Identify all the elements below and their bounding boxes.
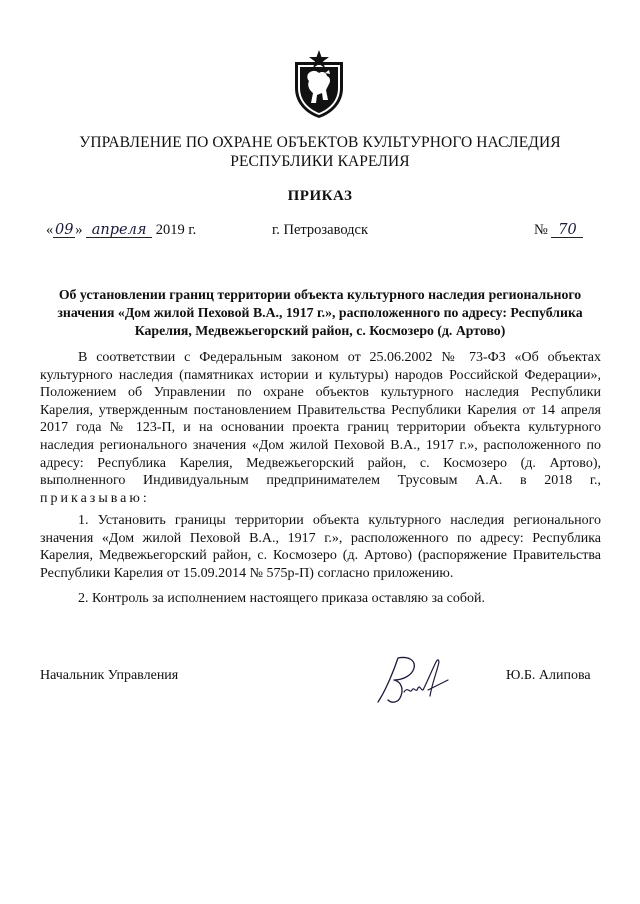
heading-line: значения «Дом жилой Пеховой В.А., 1917 г.», расположенного по адресу: Республика	[57, 305, 583, 320]
order-item-1	[40, 512, 601, 582]
text-line: Карелия, Медвежьегорский район, с. Космозеро (д. Артово) (распоряжение Правительства	[40, 548, 601, 564]
text-line: выполненного Индивидуальным предпринимателем Трусовым А.А. в 2018 г.,	[40, 473, 601, 489]
date-close-quote: »	[75, 222, 83, 238]
text-line: 1. Установить границы территории объекта культурного наследия регионального	[78, 513, 601, 528]
text-line: значения «Дом жилой Пеховой В.А., 1917 г.», расположенного по адресу: Республика	[40, 530, 601, 546]
org-name-line-2: РЕСПУБЛИКИ КАРЕЛИЯ	[230, 153, 410, 170]
text-line: 2017 года № 123-П, и на основании проекта границ территории объекта культурного	[40, 420, 601, 436]
signatory-name: Ю.Б. Алипова	[506, 668, 591, 683]
date-year: 2019 г.	[155, 222, 197, 238]
text-line: В соответствии с Федеральным законом от 25.06.2002 № 73-ФЗ «Об объектах	[78, 350, 601, 365]
signatory-role: Начальник Управления	[40, 668, 179, 683]
date-day: 09	[55, 222, 74, 238]
org-name-line-1: УПРАВЛЕНИЕ ПО ОХРАНЕ ОБЪЕКТОВ КУЛЬТУРНОГО НАСЛЕДИЯ	[79, 134, 561, 151]
text-line: 2. Контроль за исполнением настоящего приказа оставляю за собой.	[78, 591, 486, 606]
heading-line: Об установлении границ территории объекта культурного наследия регионального	[58, 287, 582, 302]
text-line: приказываю:	[40, 490, 150, 506]
date-month: апреля	[91, 222, 147, 238]
order-item-2	[40, 590, 601, 608]
order-heading	[40, 286, 600, 340]
heading-line: Карелия, Медвежьегорский район, с. Космозеро (д. Артово)	[134, 323, 506, 338]
coat-of-arms-icon	[289, 48, 349, 120]
order-city: г. Петрозаводск	[271, 222, 369, 238]
order-number	[534, 222, 583, 239]
date-open-quote: «	[46, 222, 54, 238]
text-line: культурного наследия (памятниках истории и культуры) народов Российской Федерации»,	[40, 367, 601, 383]
text-line: адресу: Республика Карелия, Медвежьегорский район, с. Космозеро (д. Артово),	[40, 455, 601, 471]
text-line: наследия регионального значения «Дом жилой Пеховой В.А., 1917 г.», расположенного по	[40, 437, 601, 453]
preamble-paragraph	[40, 349, 601, 507]
number-sign: №	[534, 222, 548, 238]
text-line: Карелия, утвержденным постановлением Правительства Республики Карелия от 14 апреля	[40, 402, 601, 418]
handwritten-signature	[368, 650, 460, 710]
text-line: Положением об Управлении по охране объектов культурного наследия Республики	[40, 385, 601, 401]
document-type: ПРИКАЗ	[287, 188, 353, 204]
text-line: Республики Карелия от 15.09.2014 № 575р-П) согласно приложению.	[40, 565, 454, 581]
number-value: 70	[558, 222, 577, 238]
